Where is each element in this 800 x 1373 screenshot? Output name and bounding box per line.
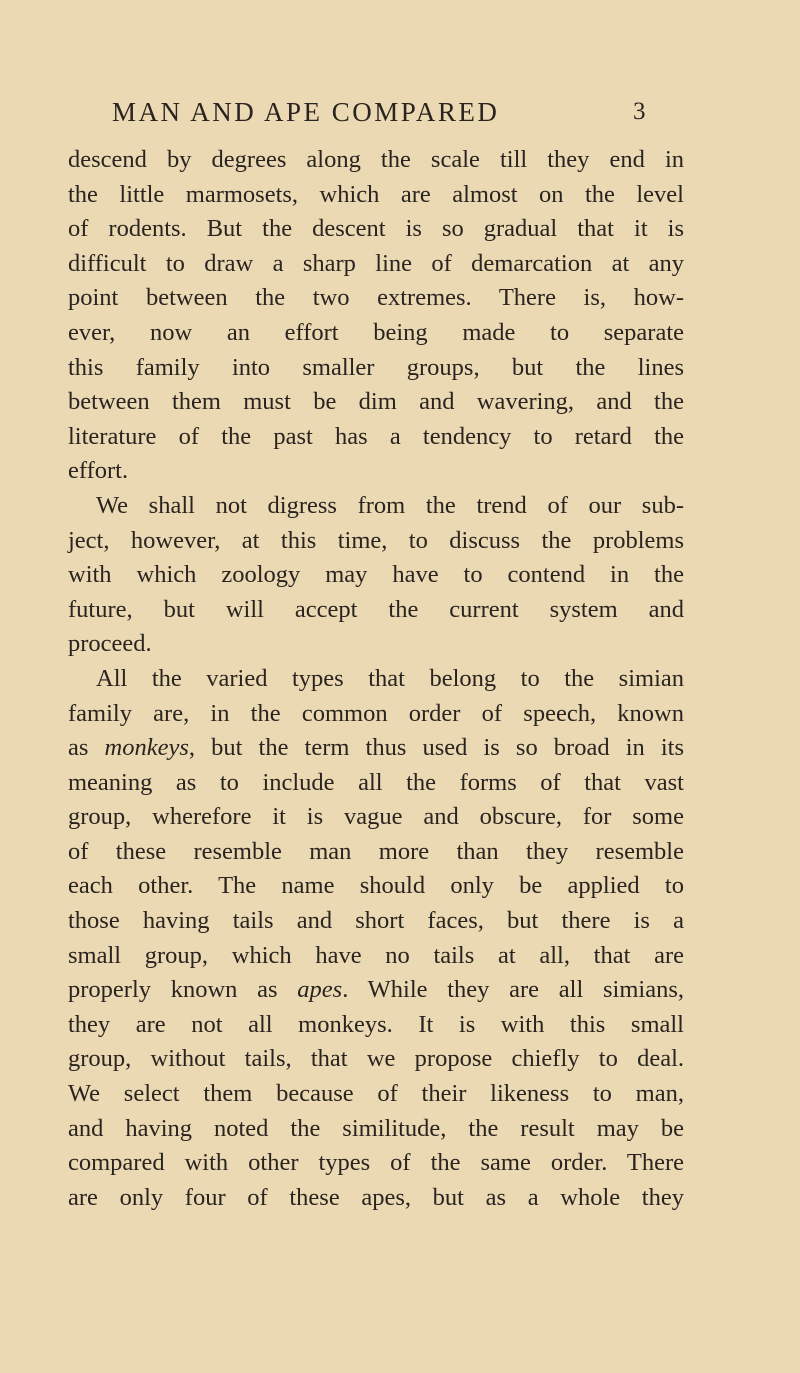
text-line: group, without tails, that we propose chiefly to deal. [68,1045,684,1073]
text-line: ever, now an effort being made to separate [68,318,684,346]
text-line: literature of the past has a tendency to retard the [68,422,684,450]
text-line: meaning as to include all the forms of that vast [68,768,684,796]
text-segment: , but the term thus used is so broad in its [188,734,684,762]
text-segment: properly known as [68,976,298,1004]
running-title: MAN AND APE COMPARED [112,97,500,127]
text-line: group, wherefore it is vague and obscure, for some [68,803,684,831]
text-line: We select them because of their likeness to man, [68,1080,684,1108]
text-line: between them must be dim and wavering, and the [68,388,684,416]
text-line: of rodents. But the descent is so gradual that it is [68,215,684,243]
text-line: point between the two extremes. There is, how- [68,284,684,312]
text-line: this family into smaller groups, but the lines [68,353,684,381]
italic-term: monkeys [104,734,189,762]
text-line: descend by degrees along the scale till they end in [68,146,684,173]
text-line: compared with other types of the same order. There [68,1149,684,1177]
text-segment: . While they are all simians, [342,976,684,1004]
text-line: effort. [68,457,129,485]
text-line: of these resemble man more than they resemble [68,837,684,865]
text-line: each other. The name should only be applied to [68,872,684,900]
text-line [68,973,684,1008]
text-line [68,731,684,766]
text-line: difficult to draw a sharp line of demarcation at any [68,249,684,277]
text-line: those having tails and short faces, but there is a [68,907,684,935]
text-line: small group, which have no tails at all, that are [68,941,684,969]
text-line: future, but will accept the current system and [68,595,684,623]
text-line: and having noted the similitude, the result may be [68,1114,684,1142]
text-line: are only four of these apes, but as a whole they [68,1183,684,1211]
page-number: 3 [633,98,646,125]
body-text [68,143,684,1215]
running-head [0,92,800,132]
text-line: ject, however, at this time, to discuss the problems [68,526,684,554]
text-line: with which zoology may have to contend in the [68,561,684,589]
italic-term: apes [297,976,343,1004]
text-line: We shall not digress from the trend of our sub- [96,491,684,519]
text-line: they are not all monkeys. It is with this small [68,1010,684,1038]
text-line: proceed. [68,630,152,658]
text-line: family are, in the common order of speech, known [68,699,684,727]
text-line: All the varied types that belong to the simian [96,664,684,692]
text-line: the little marmosets, which are almost on the level [68,180,684,208]
text-segment: as [68,734,105,762]
